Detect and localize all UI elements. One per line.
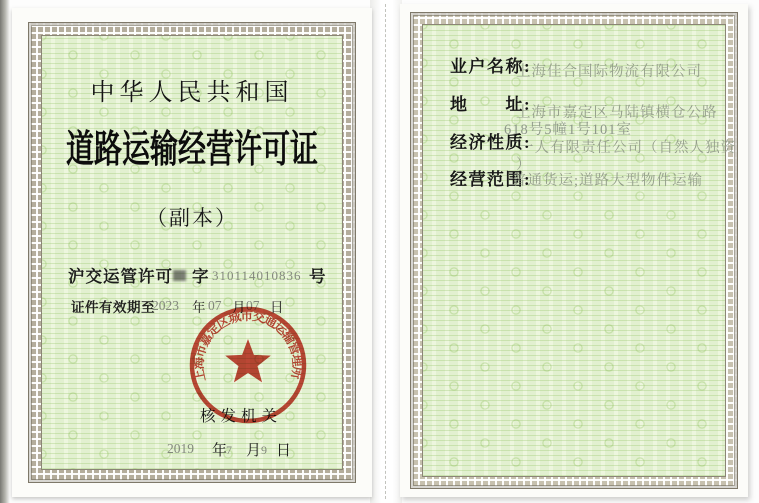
booklet-stitch-line: [385, 4, 386, 499]
validity-day: 07: [246, 298, 260, 313]
official-red-seal: [183, 300, 313, 430]
field-value-address-line2: 618号5幢1号101室: [504, 122, 632, 138]
field-value-economic-nature-line1: 一人有限责任公司（自然人独资: [519, 140, 736, 156]
license-number: 310114010836: [212, 268, 302, 283]
country-title: 中华人民共和国: [90, 80, 294, 106]
validity-label: 证件有效期至: [71, 300, 155, 315]
scan-left-edge-shadow: [0, 0, 10, 503]
field-label-business-name: 业户名称:: [450, 57, 532, 76]
zi-label: 字: [192, 267, 209, 286]
field-label-business-scope: 经营范围:: [450, 170, 532, 189]
hao-label: 号: [309, 267, 326, 286]
booklet-fold: [370, 0, 402, 503]
field-value-economic-nature-line2: ）: [516, 157, 532, 173]
validity-day-unit: 日: [270, 300, 284, 315]
field-value-business-scope: 普通货运;道路大型物件运输: [512, 173, 704, 189]
validity-month: 07: [208, 298, 222, 313]
permit-title: 道路运输经营许可证: [65, 129, 318, 172]
permit-cover-page: [12, 8, 372, 497]
issue-date-line: [12, 439, 372, 461]
field-label-economic-nature: 经济性质:: [450, 133, 532, 152]
license-prefix: 沪交运管许可: [68, 267, 173, 286]
issue-month-unit: 月: [246, 443, 262, 459]
validity-year-unit: 年: [192, 300, 206, 315]
issue-year-unit: 年: [212, 443, 228, 459]
field-value-address-line1: 上海市嘉定区马陆镇横仓公路: [516, 105, 718, 121]
field-label-address: 地 址:: [450, 95, 532, 114]
issue-day-unit: 日: [276, 443, 292, 459]
field-value-business-name: 上海佳合国际物流有限公司: [516, 64, 702, 80]
seal-star-icon: [225, 339, 271, 382]
issue-month: 7: [226, 443, 232, 457]
details-content: [400, 4, 748, 497]
validity-year: 2023: [152, 298, 179, 313]
issue-year: 2019: [167, 441, 194, 456]
duplicate-label: （副本）: [146, 206, 238, 230]
issue-day: 9: [261, 443, 267, 457]
validity-month-unit: 月: [232, 300, 246, 315]
issuing-authority-label: 核发机关: [200, 408, 283, 425]
license-number-line: [12, 263, 372, 287]
seal-text: 上海市嘉定区城市交通运输管理所: [191, 308, 305, 383]
redaction-mark: [173, 270, 186, 281]
permit-details-page: [400, 4, 748, 497]
